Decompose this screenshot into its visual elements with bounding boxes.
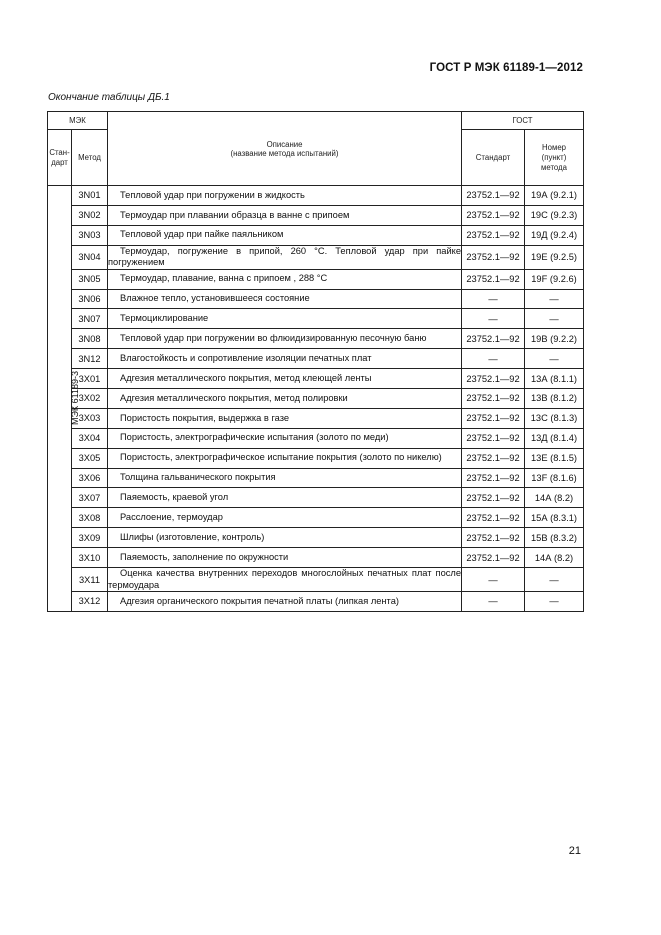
gost-method-number: 19В (9.2.2) [525, 329, 584, 349]
gost-method-number: 13F (8.1.6) [525, 468, 584, 488]
table-row [48, 289, 584, 309]
table-row [48, 349, 584, 369]
table-row [48, 448, 584, 468]
gost-standard: 23752.1—92 [462, 408, 525, 428]
gost-method-number: 19А (9.2.1) [525, 186, 584, 206]
gost-standard: 23752.1—92 [462, 468, 525, 488]
methods-table [47, 111, 584, 612]
gost-standard: 23752.1—92 [462, 389, 525, 409]
method-code: 3N07 [72, 309, 108, 329]
gost-standard: — [462, 309, 525, 329]
method-code: 3X04 [72, 428, 108, 448]
method-code: 3N12 [72, 349, 108, 369]
gost-standard: 23752.1—92 [462, 428, 525, 448]
table-row [48, 488, 584, 508]
gost-method-number: — [525, 592, 584, 612]
gost-standard: 23752.1—92 [462, 548, 525, 568]
gost-method-number: — [525, 349, 584, 369]
table-row [48, 245, 584, 269]
table-row [48, 408, 584, 428]
gost-method-number: 19С (9.2.3) [525, 205, 584, 225]
gost-standard: 23752.1—92 [462, 186, 525, 206]
table-row [48, 309, 584, 329]
gost-standard: 23752.1—92 [462, 225, 525, 245]
method-code: 3X02 [72, 389, 108, 409]
method-description: Пористость, электрографическое испытание покрытия (золото по никелю) [108, 448, 462, 468]
method-description: Влагостойкость и сопротивление изоляции печатных плат [108, 349, 462, 369]
gost-standard: 23752.1—92 [462, 329, 525, 349]
method-code: 3X03 [72, 408, 108, 428]
gost-method-number: 13А (8.1.1) [525, 369, 584, 389]
method-description: Тепловой удар при погружении в жидкость [108, 186, 462, 206]
table-row [48, 508, 584, 528]
header-description: Описание (название метода испытаний) [108, 112, 462, 186]
table-row [48, 428, 584, 448]
gost-method-number: 13С (8.1.3) [525, 408, 584, 428]
gost-method-number: — [525, 289, 584, 309]
gost-method-number: 19F (9.2.6) [525, 269, 584, 289]
method-code: 3N03 [72, 225, 108, 245]
method-code: 3X10 [72, 548, 108, 568]
gost-method-number: — [525, 309, 584, 329]
method-code: 3N05 [72, 269, 108, 289]
gost-method-number: 14А (8.2) [525, 548, 584, 568]
gost-standard: 23752.1—92 [462, 245, 525, 269]
document-code: ГОСТ Р МЭК 61189-1—2012 [429, 62, 583, 74]
method-code: 3N06 [72, 289, 108, 309]
method-code: 3X08 [72, 508, 108, 528]
table-row [48, 528, 584, 548]
table-row [48, 389, 584, 409]
method-description: Термоудар, плавание, ванна с припоем , 288 °С [108, 269, 462, 289]
method-description: Адгезия металлического покрытия, метод клеющей ленты [108, 369, 462, 389]
table-row [48, 592, 584, 612]
table-caption: Окончание таблицы ДБ.1 [48, 92, 170, 103]
method-code: 3N02 [72, 205, 108, 225]
table-row [48, 369, 584, 389]
gost-standard: — [462, 592, 525, 612]
method-description: Пористость покрытия, выдержка в газе [108, 408, 462, 428]
table-row [48, 186, 584, 206]
gost-standard: 23752.1—92 [462, 369, 525, 389]
header-gost: ГОСТ [462, 112, 584, 130]
method-description: Расслоение, термоудар [108, 508, 462, 528]
page-number: 21 [568, 845, 581, 857]
gost-standard: — [462, 349, 525, 369]
gost-standard: — [462, 568, 525, 592]
method-description: Термоудар, погружение в припой, 260 °С. Тепловой удар при пайке погружением [108, 245, 461, 268]
method-description: Тепловой удар при погружении во флюидизированную песочную баню [108, 329, 462, 349]
method-code: 3N04 [72, 245, 108, 269]
method-description: Адгезия металлического покрытия, метод полировки [108, 389, 462, 409]
gost-method-number: — [525, 568, 584, 592]
method-description: Термоудар при плавании образца в ванне с припоем [108, 205, 462, 225]
method-code: 3X05 [72, 448, 108, 468]
gost-method-number: 15А (8.3.1) [525, 508, 584, 528]
method-description: Адгезия органического покрытия печатной платы (липкая лента) [108, 592, 462, 612]
method-description: Паяемость, краевой угол [108, 488, 462, 508]
header-method-number: Номер (пункт) метода [525, 130, 584, 186]
method-code: 3X09 [72, 528, 108, 548]
gost-method-number: 13В (8.1.2) [525, 389, 584, 409]
method-description: Оценка качества внутренних переходов многослойных печатных плат после термоудара [108, 568, 461, 590]
table-row [48, 548, 584, 568]
gost-standard: 23752.1—92 [462, 508, 525, 528]
gost-method-number: 19Д (9.2.4) [525, 225, 584, 245]
method-description: Толщина гальванического покрытия [108, 468, 462, 488]
method-code: 3X06 [72, 468, 108, 488]
gost-standard: 23752.1—92 [462, 488, 525, 508]
gost-method-number: 19Е (9.2.5) [525, 245, 584, 269]
table-row [48, 269, 584, 289]
method-code: 3X12 [72, 592, 108, 612]
standard-group-label: МЭК 61189-3 [48, 186, 72, 612]
gost-standard: 23752.1—92 [462, 205, 525, 225]
method-description: Термоциклирование [108, 309, 462, 329]
table-row [48, 468, 584, 488]
method-code: 3X11 [72, 568, 108, 592]
method-description: Шлифы (изготовление, контроль) [108, 528, 462, 548]
gost-standard: 23752.1—92 [462, 448, 525, 468]
method-description: Тепловой удар при пайке паяльником [108, 225, 462, 245]
method-code: 3X07 [72, 488, 108, 508]
header-iec: МЭК [48, 112, 108, 130]
gost-standard: — [462, 289, 525, 309]
table-row [48, 225, 584, 245]
table-row [48, 205, 584, 225]
gost-method-number: 14А (8.2) [525, 488, 584, 508]
gost-method-number: 13Е (8.1.5) [525, 448, 584, 468]
table-row [48, 568, 584, 592]
method-code: 3N08 [72, 329, 108, 349]
table-row [48, 329, 584, 349]
method-code: 3N01 [72, 186, 108, 206]
gost-standard: 23752.1—92 [462, 528, 525, 548]
method-description: Паяемость, заполнение по окружности [108, 548, 462, 568]
gost-method-number: 13Д (8.1.4) [525, 428, 584, 448]
method-description: Пористость, электрографические испытания (золото по меди) [108, 428, 462, 448]
method-description: Влажное тепло, установившееся состояние [108, 289, 462, 309]
gost-standard: 23752.1—92 [462, 269, 525, 289]
header-gost-standard: Стандарт [462, 130, 525, 186]
header-method: Метод [72, 130, 108, 186]
header-standard-short: Стан- дарт [48, 130, 72, 186]
gost-method-number: 15В (8.3.2) [525, 528, 584, 548]
method-code: 3X01 [72, 369, 108, 389]
